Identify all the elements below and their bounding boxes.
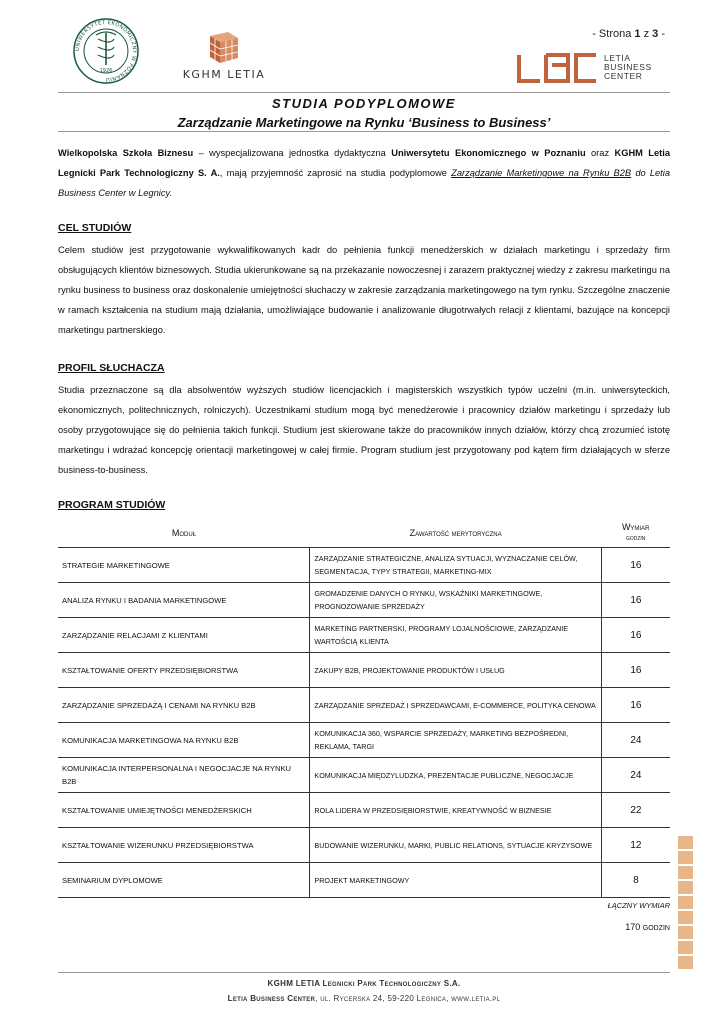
stripe-block xyxy=(678,911,693,924)
content-cell: BUDOWANIE WIZERUNKU, MARKI, PUBLIC RELATIONS, SYTUACJE KRYZYSOWE xyxy=(310,828,601,863)
lbc-mark-icon xyxy=(516,52,600,84)
stripe-block xyxy=(678,851,693,864)
module-cell: KSZTAŁTOWANIE WIZERUNKU PRZEDSIĘBIORSTWA xyxy=(58,828,310,863)
module-cell: STRATEGIE MARKETINGOWE xyxy=(58,548,310,583)
table-row xyxy=(58,723,670,758)
document-subtitle: Zarządzanie Marketingowe na Rynku ‘Business to Business’ xyxy=(177,115,551,130)
table-row xyxy=(58,828,670,863)
table-row xyxy=(58,863,670,898)
stripe-block xyxy=(678,941,693,954)
cube-icon xyxy=(208,30,240,64)
program-heading: PROGRAM STUDIÓW xyxy=(58,499,166,511)
content-cell: GROMADZENIE DANYCH O RYNKU, WSKAŹNIKI MARKETINGOWE, PROGNOZOWANIE SPRZEDAŻY xyxy=(310,583,601,618)
hours-cell: 16 xyxy=(601,548,670,583)
program-table-body xyxy=(58,548,670,898)
hours-cell: 24 xyxy=(601,723,670,758)
content-cell: ROLA LIDERA W PRZEDSIĘBIORSTWIE, KREATYWNOŚĆ W BIZNESIE xyxy=(310,793,601,828)
table-row xyxy=(58,618,670,653)
header-rule xyxy=(58,92,670,93)
table-row xyxy=(58,548,670,583)
footer-company: KGHM LETIA Legnicki Park Technologiczny S.A. xyxy=(267,979,461,988)
intro-paragraph: Wielkopolska Szkoła Biznesu – wyspecjalizowana jednostka dydaktyczna Uniwersytetu Ekonomicznego w Poznaniu oraz KGHM Letia Legnicki Park Technologiczny S. A., mają przyjemność zaprosić na studia podyplomowe Zarządzanie Marketingowe na Rynku B2B do Letia Business Center w Legnicy. xyxy=(58,148,670,198)
course-name: Zarządzanie Marketingowe na Rynku B2B xyxy=(451,168,632,178)
page-number: - Strona 1 z 3 - xyxy=(592,28,665,40)
goal-heading: CEL STUDIÓW xyxy=(58,222,132,234)
hours-cell: 16 xyxy=(601,653,670,688)
goal-paragraph: Celem studiów jest przygotowanie wykwalifikowanych kadr do pełnienia funkcji menedżerskich w działach marketingu i sprzedaży firm obsługujących klientów biznesowych. Studia ukierunkowane są na przekazanie nowoczesnej i zarazem praktycznej wiedzy z zakresu marketingu na rynku business to business oraz doskonalenie umiejętności słuchaczy w zakresie zarządzania marketingowego na tym rynku. Szczególne znaczenie w ramach kształcenia na studium mają działania, umożliwiające budowanie i analizowanie długotrwałych relacji z klientami, bazujące na koncepcji marketingu partnerskiego. xyxy=(58,245,670,335)
col-hours-header: Wymiar godzin xyxy=(601,519,670,548)
hours-cell: 16 xyxy=(601,688,670,723)
module-cell: KSZTAŁTOWANIE OFERTY PRZEDSIĘBIORSTWA xyxy=(58,653,310,688)
module-cell: SEMINARIUM DYPLOMOWE xyxy=(58,863,310,898)
kghm-letia-logo xyxy=(176,30,272,85)
footer-rule xyxy=(58,972,670,973)
content-cell: KOMUNIKACJA MIĘDZYLUDZKA, PREZENTACJE PUBLICZNE, NEGOCJACJE xyxy=(310,758,601,793)
profile-paragraph: Studia przeznaczone są dla absolwentów wyższych studiów licencjackich i magisterskich wszystkich typów uczelni (m.in. uniwersyteckich, ekonomicznych, politechnicznych, rolniczych). Uczestnikami studium mogą być menedżerowie i pracownicy działów marketingu i sprzedaży lub osoby przygotowujące się do pełnienia takich funkcji. Studium jest skierowane także do pracowników innych działów, którzy chcą zrozumieć istotę marketingu i wdrażać koncepcję orientacji marketingowej w całej firmie. Program studium jest przygotowany pod kątem firm działających w sferze business-to-business. xyxy=(58,385,670,475)
seal-text: UNIWERSYTET EKONOMICZNY W POZNANIU xyxy=(74,19,138,83)
letia-business-center-logo xyxy=(516,52,668,84)
table-row xyxy=(58,653,670,688)
page-total: 3 xyxy=(652,28,659,40)
content-cell: MARKETING PARTNERSKI, PROGRAMY LOJALNOŚCIOWE, ZARZĄDZANIE WARTOŚCIĄ KLIENTA xyxy=(310,618,601,653)
table-row xyxy=(58,793,670,828)
stripe-block xyxy=(678,836,693,849)
profile-heading: PROFIL SŁUCHACZA xyxy=(58,362,165,374)
hours-cell: 12 xyxy=(601,828,670,863)
module-cell: KOMUNIKACJA MARKETINGOWA NA RYNKU B2B xyxy=(58,723,310,758)
hours-cell: 22 xyxy=(601,793,670,828)
content-cell: ZAKUPY B2B, PROJEKTOWANIE PRODUKTÓW I USŁUG xyxy=(310,653,601,688)
table-header-row xyxy=(58,519,670,548)
stripe-block xyxy=(678,881,693,894)
table-row xyxy=(58,688,670,723)
content-cell: ZARZĄDZANIE SPRZEDAŻ I SPRZEDAWCAMI, E-COMMERCE, POLITYKA CENOWA xyxy=(310,688,601,723)
module-cell: KOMUNIKACJA INTERPERSONALNA I NEGOCJACJE NA RYNKU B2B xyxy=(58,758,310,793)
program-table xyxy=(58,519,670,898)
module-cell: KSZTAŁTOWANIE UMIEJĘTNOŚCI MENEDŻERSKICH xyxy=(58,793,310,828)
kghm-logo-text: KGHM LETIA xyxy=(182,68,266,81)
document-title: STUDIA PODYPLOMOWE xyxy=(272,96,456,111)
hours-cell: 16 xyxy=(601,618,670,653)
hours-cell: 8 xyxy=(601,863,670,898)
content-cell: KOMUNIKACJA 360, WSPARCIE SPRZEDAŻY, MARKETING BEZPOŚREDNI, REKLAMA, TARGI xyxy=(310,723,601,758)
table-row xyxy=(58,583,670,618)
footer-address: Letia Business Center, ul. Rycerska 24, 59-220 Legnica, www.letia.pl xyxy=(227,994,501,1003)
module-cell: ZARZĄDZANIE SPRZEDAŻĄ I CENAMI NA RYNKU B2B xyxy=(58,688,310,723)
table-row xyxy=(58,758,670,793)
col-content-header: Zawartość merytoryczna xyxy=(310,519,601,548)
content-cell: ZARZĄDZANIE STRATEGICZNE, ANALIZA SYTUACJI, WYZNACZANIE CELÓW, SEGMENTACJA, TYPY STRATEGII, MARKETING-MIX xyxy=(310,548,601,583)
total-label: ŁĄCZNY WYMIAR xyxy=(607,901,670,910)
title-rule xyxy=(58,131,670,132)
stripe-block xyxy=(678,956,693,969)
total-value: 170 GODZIN xyxy=(625,922,670,932)
hours-cell: 16 xyxy=(601,583,670,618)
col-module-header: Moduł xyxy=(58,519,310,548)
hours-cell: 24 xyxy=(601,758,670,793)
seal-year: 1926 xyxy=(99,68,113,74)
module-cell: ZARZĄDZANIE RELACJAMI Z KLIENTAMI xyxy=(58,618,310,653)
stripe-block xyxy=(678,866,693,879)
stripe-block xyxy=(678,896,693,909)
decorative-stripes xyxy=(678,836,693,971)
page-current: 1 xyxy=(634,28,641,40)
university-seal-logo xyxy=(72,17,140,85)
module-cell: ANALIZA RYNKU I BADANIA MARKETINGOWE xyxy=(58,583,310,618)
stripe-block xyxy=(678,926,693,939)
content-cell: PROJEKT MARKETINGOWY xyxy=(310,863,601,898)
lbc-logo-text: LETIA BUSINESS CENTER xyxy=(604,53,652,81)
